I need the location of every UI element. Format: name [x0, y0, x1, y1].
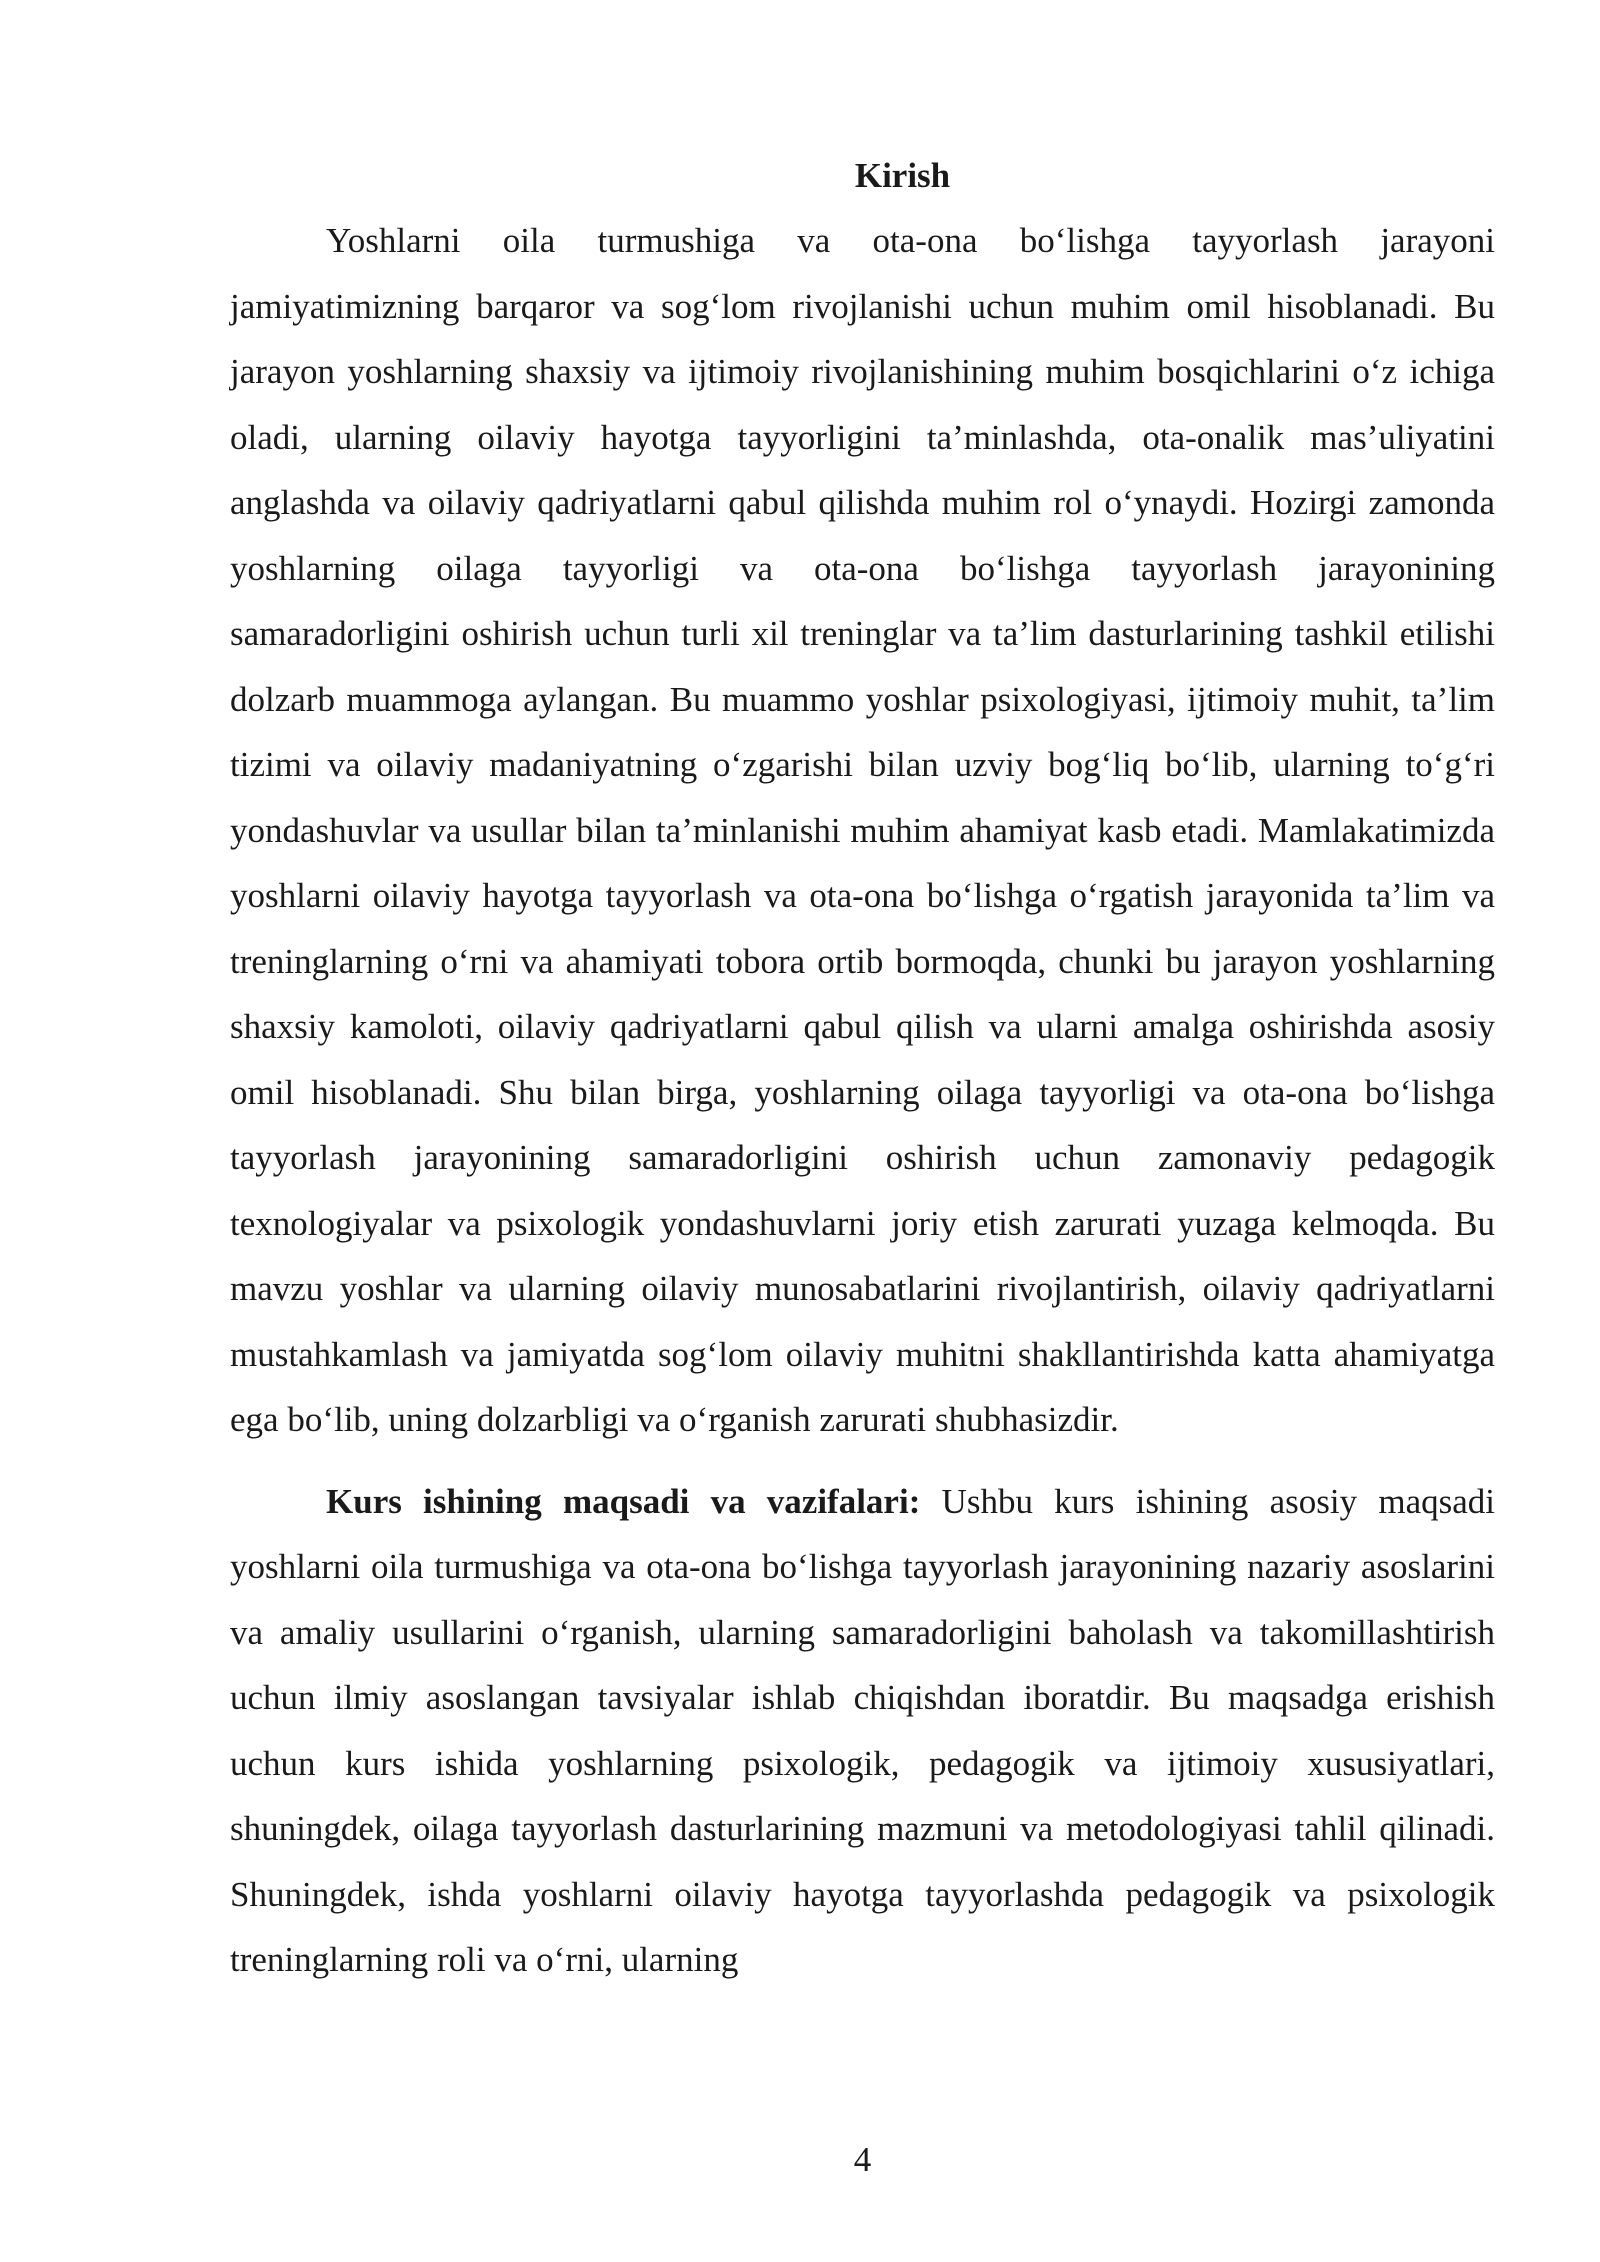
page-content [230, 150, 1495, 1993]
intro-paragraph: Yoshlarni oila turmushiga va ota-ona bo‘lishga tayyorlash jarayoni jamiyatimizning barqaror va sog‘lom rivojlanishi uchun muhim omil hisoblanadi. Bu jarayon yoshlarning shaxsiy va ijtimoiy rivojlanishining muhim bosqichlarini o‘z ichiga oladi, ularning oilaviy hayotga tayyorligini ta’minlashda, ota-onalik mas’uliyatini anglashda va oilaviy qadriyatlarni qabul qilishda muhim rol o‘ynaydi. Hozirgi zamonda yoshlarning oilaga tayyorligi va ota-ona bo‘lishga tayyorlash jarayonining samaradorligini oshirish uchun turli xil treninglar va ta’lim dasturlarining tashkil etilishi dolzarb muammoga aylangan. Bu muammo yoshlar psixologiyasi, ijtimoiy muhit, ta’lim tizimi va oilaviy madaniyatning o‘zgarishi bilan uzviy bog‘liq bo‘lib, ularning to‘g‘ri yondashuvlar va usullar bilan ta’minlanishi muhim ahamiyat kasb etadi. Mamlakatimizda yoshlarni oilaviy hayotga tayyorlash va ota-ona bo‘lishga o‘rgatish jarayonida ta’lim va treninglarning o‘rni va ahamiyati tobora ortib bormoqda, chunki bu jarayon yoshlarning shaxsiy kamoloti, oilaviy qadriyatlarni qabul qilish va ularni amalga oshirishda asosiy omil hisoblanadi. Shu bilan birga, yoshlarning oilaga tayyorligi va ota-ona bo‘lishga tayyorlash jarayonining samaradorligini oshirish uchun zamonaviy pedagogik texnologiyalar va psixologik yondashuvlarni joriy etish zarurati yuzaga kelmoqda. Bu mavzu yoshlar va ularning oilaviy munosabatlarini rivojlantirish, oilaviy qadriyatlarni mustahkamlash va jamiyatda sog‘lom oilaviy muhitni shakllantirishda katta ahamiyatga ega bo‘lib, uning dolzarbligi va o‘rganish zarurati shubhasizdir. [230, 221, 1495, 1439]
goals-paragraph [230, 1469, 1495, 1993]
goals-heading: Kurs ishining maqsadi va vazifalari: [326, 1481, 921, 1521]
goals-text: Ushbu kurs ishining asosiy maqsadi yoshlarni oila turmushiga va ota-ona bo‘lishga tayyorlash jarayonining nazariy asoslarini va amaliy usullarini o‘rganish, ularning samaradorligini baholash va takomillashtirish uchun ilmiy asoslangan tavsiyalar ishlab chiqishdan iboratdir. Bu maqsadga erishish uchun kurs ishida yoshlarning psixologik, pedagogik va ijtimoiy xususiyatlari, shuningdek, oilaga tayyorlash dasturlarining mazmuni va metodologiyasi tahlil qilinadi. Shuningdek, ishda yoshlarni oilaviy hayotga tayyorlashda pedagogik va psixologik treninglarning roli va o‘rni, ularning [230, 1481, 1495, 1979]
section-title: Kirish [854, 156, 951, 195]
page-number: 4 [853, 2140, 872, 2179]
